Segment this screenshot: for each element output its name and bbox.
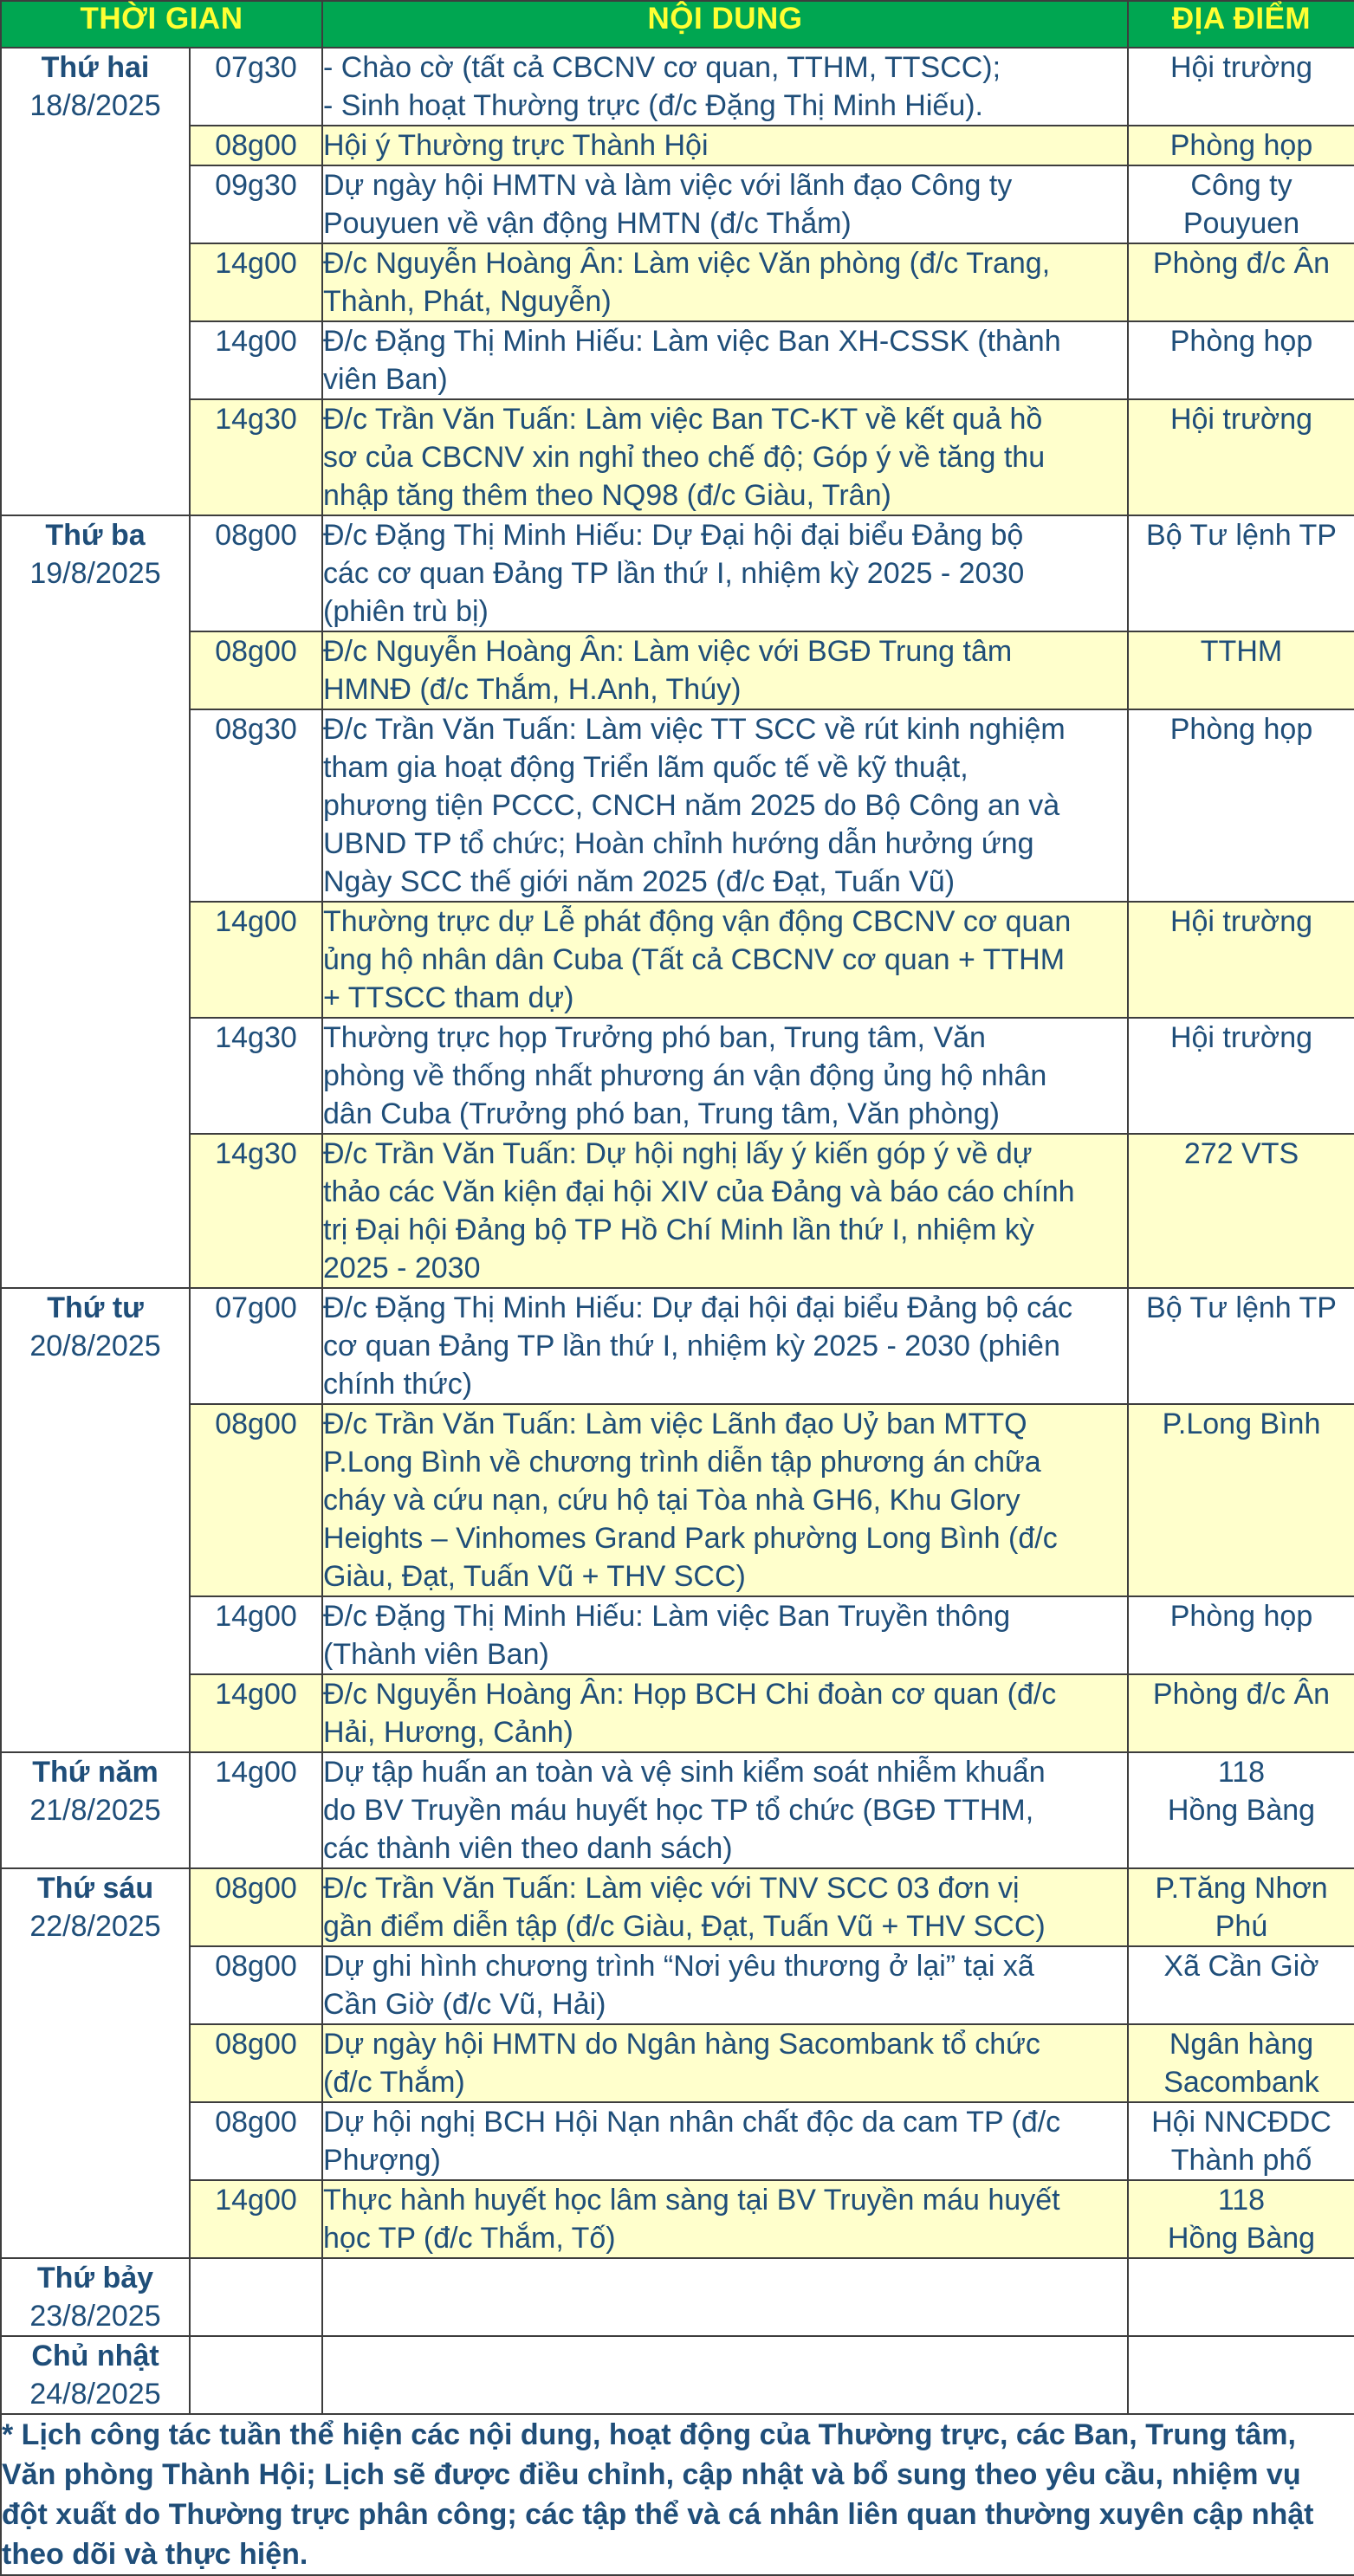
event-row	[1, 165, 1354, 243]
event-content: Đ/c Đặng Thị Minh Hiếu: Làm việc Ban XH-CSSK (thành viên Ban)	[322, 321, 1128, 399]
day-name: Thứ sáu	[36, 1872, 154, 1905]
event-time: 08g00	[190, 631, 322, 709]
event-content: Dự tập huấn an toàn và vệ sinh kiểm soát nhiễm khuẩn do BV Truyền máu huyết học TP tổ chức (BGĐ TTHM, các thành viên theo danh sách)	[322, 1752, 1128, 1868]
event-row	[1, 709, 1354, 902]
event-row	[1, 1134, 1354, 1288]
event-row	[1, 1946, 1354, 2024]
event-content: Đ/c Trần Văn Tuấn: Làm việc TT SCC về rút kinh nghiệm tham gia hoạt động Triển lãm quốc tế về kỹ thuật, phương tiện PCCC, CNCH năm 2025 do Bộ Công an và UBND TP tổ chức; Hoàn chỉnh hướng dẫn hưởng ứng Ngày SCC thế giới năm 2025 (đ/c Đạt, Tuấn Vũ)	[322, 709, 1128, 902]
footnote-row	[1, 2414, 1354, 2575]
event-time: 14g00	[190, 321, 322, 399]
day-date: 22/8/2025	[29, 1910, 161, 1943]
event-content: Hội ý Thường trực Thành Hội	[322, 126, 1128, 165]
event-content: Đ/c Nguyễn Hoàng Ân: Làm việc Văn phòng (đ/c Trang, Thành, Phát, Nguyễn)	[322, 243, 1128, 321]
day-name: Thứ ba	[45, 519, 146, 552]
event-content: Thường trực họp Trưởng phó ban, Trung tâm, Văn phòng về thống nhất phương án vận động ủng hộ nhân dân Cuba (Trưởng phó ban, Trung tâm, Văn phòng)	[322, 1018, 1128, 1134]
event-place: Hội NNCĐDC Thành phố	[1128, 2102, 1354, 2180]
event-content: Dự ngày hội HMTN do Ngân hàng Sacombank tổ chức (đ/c Thắm)	[322, 2024, 1128, 2102]
event-row	[1, 1288, 1354, 1404]
event-place: TTHM	[1128, 631, 1354, 709]
event-time: 07g00	[190, 1288, 322, 1404]
day-name: Thứ bảy	[36, 2262, 154, 2294]
event-time: 08g00	[190, 2024, 322, 2102]
event-place: Hội trường	[1128, 902, 1354, 1018]
event-content: Đ/c Trần Văn Tuấn: Làm việc Ban TC-KT về kết quả hồ sơ của CBCNV xin nghỉ theo chế độ; Góp ý về tăng thu nhập tăng thêm theo NQ98 (đ/c Giàu, Trân)	[322, 399, 1128, 515]
event-content: Thường trực dự Lễ phát động vận động CBCNV cơ quan ủng hộ nhân dân Cuba (Tất cả CBCNV cơ quan + TTHM + TTSCC tham dự)	[322, 902, 1128, 1018]
day-cell	[1, 1868, 190, 2258]
event-place: Phòng họp	[1128, 126, 1354, 165]
event-row	[1, 2024, 1354, 2102]
event-row	[1, 1868, 1354, 1946]
event-time: 14g30	[190, 399, 322, 515]
event-content: Đ/c Nguyễn Hoàng Ân: Họp BCH Chi đoàn cơ quan (đ/c Hải, Hương, Cảnh)	[322, 1674, 1128, 1752]
event-time: 09g30	[190, 165, 322, 243]
event-place: Hội trường	[1128, 1018, 1354, 1134]
event-place: 118 Hồng Bàng	[1128, 1752, 1354, 1868]
empty-day-row	[1, 2258, 1354, 2336]
event-time: 08g00	[190, 1946, 322, 2024]
event-time: 08g30	[190, 709, 322, 902]
event-row	[1, 2180, 1354, 2258]
empty-content-cell	[322, 2258, 1128, 2336]
day-cell	[1, 1288, 190, 1752]
day-date: 20/8/2025	[29, 1330, 161, 1362]
event-content: Dự ngày hội HMTN và làm việc với lãnh đạo Công ty Pouyuen về vận động HMTN (đ/c Thắm)	[322, 165, 1128, 243]
event-row	[1, 1404, 1354, 1596]
header-row	[1, 1, 1354, 48]
event-content: Đ/c Đặng Thị Minh Hiếu: Dự đại hội đại biểu Đảng bộ các cơ quan Đảng TP lần thứ I, nhiệm kỳ 2025 - 2030 (phiên chính thức)	[322, 1288, 1128, 1404]
event-row	[1, 1674, 1354, 1752]
event-row	[1, 631, 1354, 709]
day-name: Chủ nhật	[31, 2340, 159, 2372]
event-content: - Chào cờ (tất cả CBCNV cơ quan, TTHM, TTSCC); - Sinh hoạt Thường trực (đ/c Đặng Thị Minh Hiếu).	[322, 48, 1128, 126]
event-place: Phòng đ/c Ân	[1128, 243, 1354, 321]
event-row	[1, 399, 1354, 515]
event-content: Đ/c Trần Văn Tuấn: Làm việc Lãnh đạo Uỷ ban MTTQ P.Long Bình về chương trình diễn tập phương án chữa cháy và cứu nạn, cứu hộ tại Tòa nhà GH6, Khu Glory Heights – Vinhomes Grand Park phường Long Bình (đ/c Giàu, Đạt, Tuấn Vũ + THV SCC)	[322, 1404, 1128, 1596]
event-time: 08g00	[190, 1404, 322, 1596]
event-place: 272 VTS	[1128, 1134, 1354, 1288]
event-time: 08g00	[190, 126, 322, 165]
empty-time-cell	[190, 2336, 322, 2414]
event-place: P.Tăng Nhơn Phú	[1128, 1868, 1354, 1946]
event-row	[1, 515, 1354, 631]
event-place: Ngân hàng Sacombank	[1128, 2024, 1354, 2102]
event-row	[1, 126, 1354, 165]
event-place: P.Long Bình	[1128, 1404, 1354, 1596]
event-row	[1, 1018, 1354, 1134]
event-row	[1, 2102, 1354, 2180]
event-content: Dự ghi hình chương trình “Nơi yêu thương ở lại” tại xã Cần Giờ (đ/c Vũ, Hải)	[322, 1946, 1128, 2024]
event-time: 14g00	[190, 1674, 322, 1752]
empty-day-row	[1, 2336, 1354, 2414]
event-content: Dự hội nghị BCH Hội Nạn nhân chất độc da cam TP (đ/c Phượng)	[322, 2102, 1128, 2180]
day-cell	[1, 48, 190, 515]
day-cell	[1, 515, 190, 1288]
event-row	[1, 48, 1354, 126]
empty-time-cell	[190, 2258, 322, 2336]
event-row	[1, 1596, 1354, 1674]
empty-content-cell	[322, 2336, 1128, 2414]
day-cell	[1, 2258, 190, 2336]
event-place: Phòng họp	[1128, 321, 1354, 399]
day-cell	[1, 1752, 190, 1868]
event-content: Đ/c Trần Văn Tuấn: Làm việc với TNV SCC 03 đơn vị gần điểm diễn tập (đ/c Giàu, Đạt, Tuấn Vũ + THV SCC)	[322, 1868, 1128, 1946]
event-time: 14g00	[190, 902, 322, 1018]
day-cell	[1, 2336, 190, 2414]
event-row	[1, 1752, 1354, 1868]
event-time: 08g00	[190, 1868, 322, 1946]
event-row	[1, 243, 1354, 321]
event-content: Đ/c Đặng Thị Minh Hiếu: Dự Đại hội đại biểu Đảng bộ các cơ quan Đảng TP lần thứ I, nhiệm kỳ 2025 - 2030 (phiên trù bị)	[322, 515, 1128, 631]
day-date: 21/8/2025	[29, 1794, 161, 1827]
event-place: Xã Cần Giờ	[1128, 1946, 1354, 2024]
day-name: Thứ hai	[41, 51, 150, 84]
event-time: 14g00	[190, 2180, 322, 2258]
day-name: Thứ tư	[47, 1291, 144, 1324]
event-place: Phòng đ/c Ân	[1128, 1674, 1354, 1752]
day-date: 24/8/2025	[29, 2378, 161, 2411]
event-row	[1, 902, 1354, 1018]
empty-place-cell	[1128, 2258, 1354, 2336]
event-place: 118 Hồng Bàng	[1128, 2180, 1354, 2258]
event-content: Đ/c Nguyễn Hoàng Ân: Làm việc với BGĐ Trung tâm HMNĐ (đ/c Thắm, H.Anh, Thúy)	[322, 631, 1128, 709]
event-time: 14g30	[190, 1134, 322, 1288]
event-time: 14g00	[190, 243, 322, 321]
event-time: 14g30	[190, 1018, 322, 1134]
header-time: THỜI GIAN	[1, 1, 322, 48]
day-date: 19/8/2025	[29, 557, 161, 590]
event-time: 14g00	[190, 1596, 322, 1674]
event-place: Phòng họp	[1128, 1596, 1354, 1674]
schedule-body	[1, 48, 1354, 2414]
event-place: Phòng họp	[1128, 709, 1354, 902]
event-place: Hội trường	[1128, 399, 1354, 515]
event-place: Hội trường	[1128, 48, 1354, 126]
event-place: Công ty Pouyuen	[1128, 165, 1354, 243]
day-name: Thứ năm	[32, 1756, 159, 1789]
event-place: Bộ Tư lệnh TP	[1128, 515, 1354, 631]
footnote: * Lịch công tác tuần thể hiện các nội dung, hoạt động của Thường trực, các Ban, Trung tâm, Văn phòng Thành Hội; Lịch sẽ được điều chỉnh, cập nhật và bổ sung theo yêu cầu, nhiệm vụ đột xuất do Thường trực phân công; các tập thể và cá nhân liên quan thường xuyên cập nhật theo dõi và thực hiện.	[1, 2414, 1354, 2575]
event-time: 07g30	[190, 48, 322, 126]
event-time: 08g00	[190, 2102, 322, 2180]
event-content: Thực hành huyết học lâm sàng tại BV Truyền máu huyết học TP (đ/c Thắm, Tố)	[322, 2180, 1128, 2258]
event-content: Đ/c Đặng Thị Minh Hiếu: Làm việc Ban Truyền thông (Thành viên Ban)	[322, 1596, 1128, 1674]
event-place: Bộ Tư lệnh TP	[1128, 1288, 1354, 1404]
event-row	[1, 321, 1354, 399]
header-place: ĐỊA ĐIỂM	[1128, 1, 1354, 48]
empty-place-cell	[1128, 2336, 1354, 2414]
event-time: 14g00	[190, 1752, 322, 1868]
event-time: 08g00	[190, 515, 322, 631]
day-date: 23/8/2025	[29, 2300, 161, 2333]
header-content: NỘI DUNG	[322, 1, 1128, 48]
day-date: 18/8/2025	[29, 89, 161, 122]
event-content: Đ/c Trần Văn Tuấn: Dự hội nghị lấy ý kiến góp ý về dự thảo các Văn kiện đại hội XIV của Đảng và báo cáo chính trị Đại hội Đảng bộ TP Hồ Chí Minh lần thứ I, nhiệm kỳ 2025 - 2030	[322, 1134, 1128, 1288]
